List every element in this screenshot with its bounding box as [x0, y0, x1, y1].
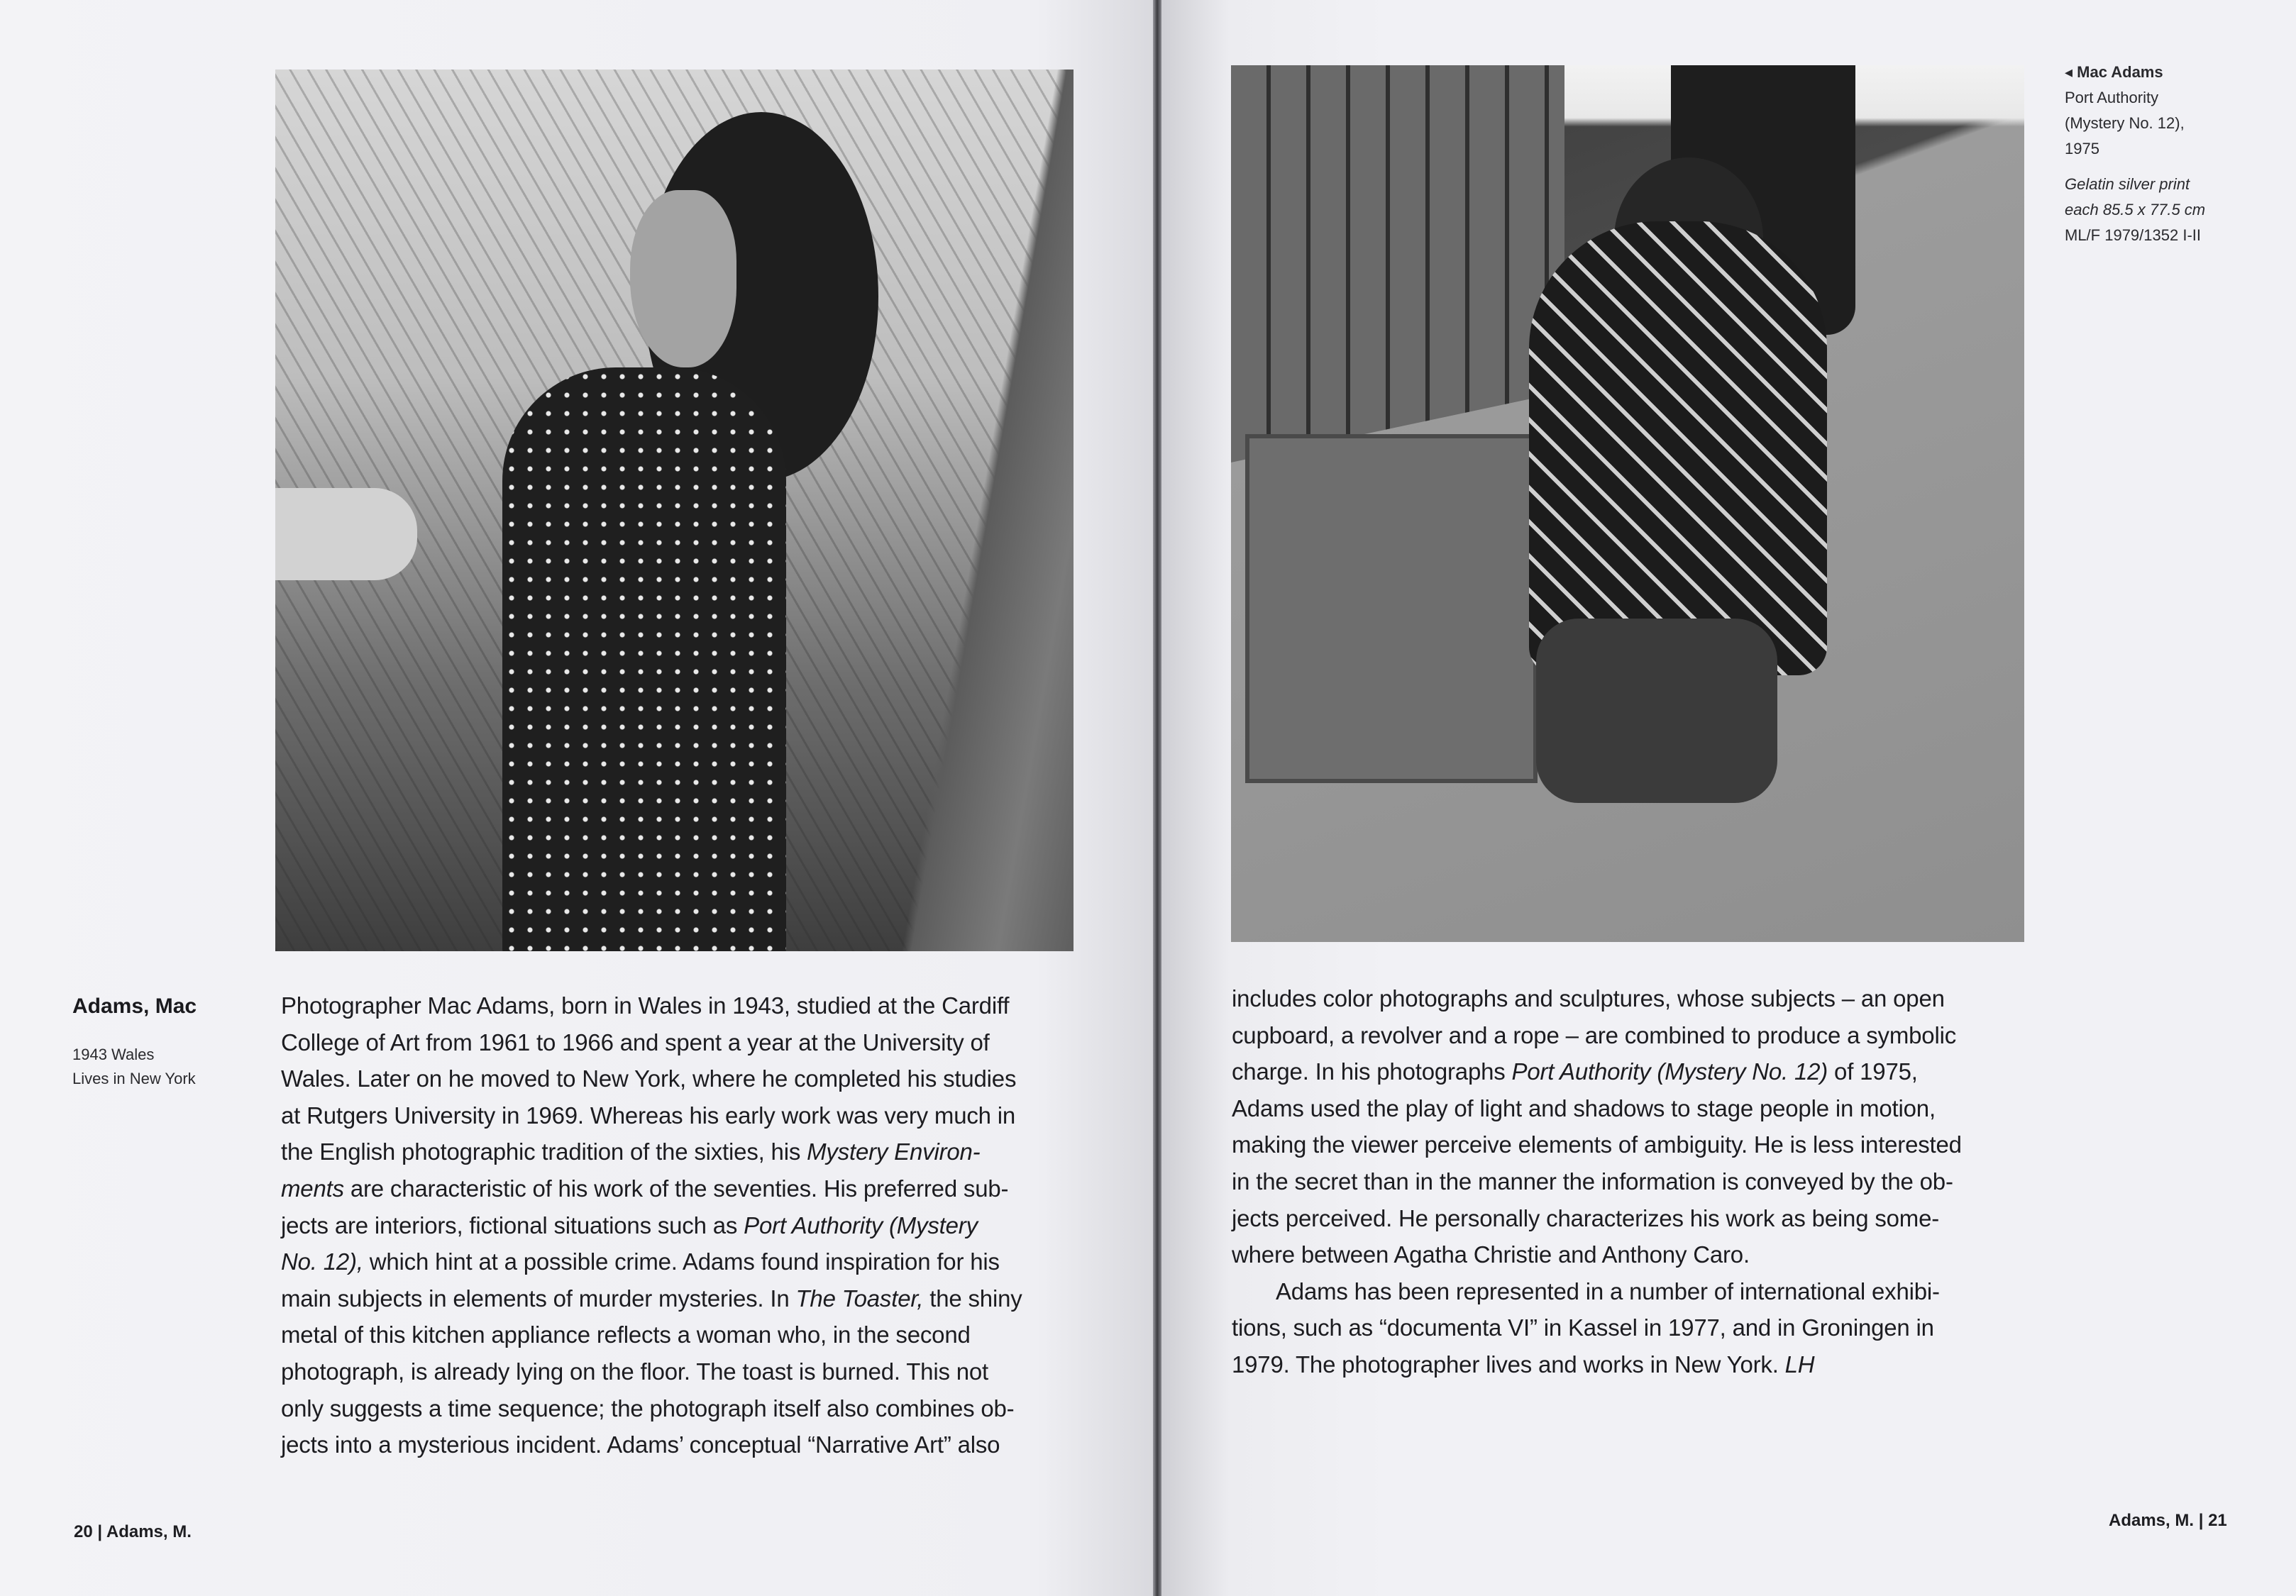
text-line: photograph, is already lying on the floor. The toast is burned. This not	[281, 1358, 989, 1385]
artist-lives: Lives in New York	[72, 1070, 196, 1087]
artist-born: 1943 Wales	[72, 1046, 155, 1063]
body-text-left	[281, 987, 1022, 1463]
text-line: No. 12), which hint at a possible crime. Adams found inspiration for his	[281, 1248, 1000, 1275]
text-line: making the viewer perceive elements of ambiguity. He is less interested	[1232, 1131, 1962, 1158]
caption-year: 1975	[2065, 140, 2099, 157]
caption-spacer	[2065, 162, 2205, 172]
body-text-right	[1232, 980, 1962, 1383]
text-line: at Rutgers University in 1969. Whereas his early work was very much in	[281, 1102, 1016, 1129]
artist-name: Adams, Mac	[72, 994, 197, 1018]
text-line: cupboard, a revolver and a rope – are combined to produce a symbolic	[1232, 1021, 1957, 1048]
text-line: tions, such as “documenta VI” in Kassel in 1977, and in Groningen in	[1232, 1314, 1934, 1341]
photo-hand-shape	[275, 488, 417, 580]
artist-meta	[72, 1043, 196, 1091]
text-line: Wales. Later on he moved to New York, where he completed his studies	[281, 1065, 1017, 1092]
text-line: ments are characteristic of his work of the seventies. His preferred sub-	[281, 1175, 1009, 1202]
author-initials: LH	[1784, 1351, 1815, 1378]
photo-dress-shape	[502, 367, 786, 951]
caption-work-subtitle: (Mystery No. 12),	[2065, 114, 2185, 132]
photo-caption	[2065, 60, 2205, 248]
caption-medium: Gelatin silver print	[2065, 175, 2190, 193]
text-line: main subjects in elements of murder mysteries. In The Toaster, the shiny	[281, 1285, 1022, 1312]
caption-dimensions: each 85.5 x 77.5 cm	[2065, 201, 2206, 218]
book-gutter	[1153, 0, 1161, 1596]
photo-face-shape	[630, 190, 736, 367]
photo-locker-door-shape	[1245, 434, 1538, 783]
text-line: includes color photographs and sculptures, whose subjects – an open	[1232, 985, 1945, 1012]
caption-inventory: ML/F 1979/1352 I-II	[2065, 226, 2201, 244]
text-line: Adams used the play of light and shadows to stage people in motion,	[1232, 1095, 1936, 1121]
caption-artist: ◂ Mac Adams	[2065, 63, 2163, 81]
text-line: in the secret than in the manner the information is conveyed by the ob-	[1232, 1168, 1953, 1195]
text-line: Adams has been represented in a number of international exhibi-	[1276, 1278, 1940, 1304]
photo-woman-against-tree	[275, 70, 1074, 951]
caption-work-title: Port Authority	[2065, 89, 2159, 106]
photo-bag-shape	[1536, 619, 1777, 803]
text-line: Photographer Mac Adams, born in Wales in 1943, studied at the Cardiff	[281, 992, 1010, 1019]
text-line: College of Art from 1961 to 1966 and spent a year at the University of	[281, 1029, 990, 1055]
text-line: 1979. The photographer lives and works in New York. LH	[1232, 1351, 1815, 1378]
text-line: metal of this kitchen appliance reflects a woman who, in the second	[281, 1321, 971, 1348]
page-number-right: Adams, M. | 21	[2109, 1511, 2227, 1530]
photo-man-at-locker	[1231, 65, 2024, 942]
text-line: charge. In his photographs Port Authority (Mystery No. 12) of 1975,	[1232, 1058, 1918, 1085]
text-line: the English photographic tradition of the sixties, his Mystery Environ-	[281, 1138, 981, 1165]
text-line: only suggests a time sequence; the photograph itself also combines ob-	[281, 1395, 1015, 1422]
photo-man-shape	[1529, 221, 1827, 675]
text-line: jects into a mysterious incident. Adams’ conceptual “Narrative Art” also	[281, 1431, 1000, 1458]
text-line: jects perceived. He personally characterizes his work as being some-	[1232, 1204, 1940, 1231]
page-number-left: 20 | Adams, M.	[74, 1522, 192, 1541]
photo-lockers-shape	[1231, 65, 1564, 462]
text-line: where between Agatha Christie and Anthony Caro.	[1232, 1241, 1750, 1268]
text-line: jects are interiors, fictional situations such as Port Authority (Mystery	[281, 1212, 978, 1238]
